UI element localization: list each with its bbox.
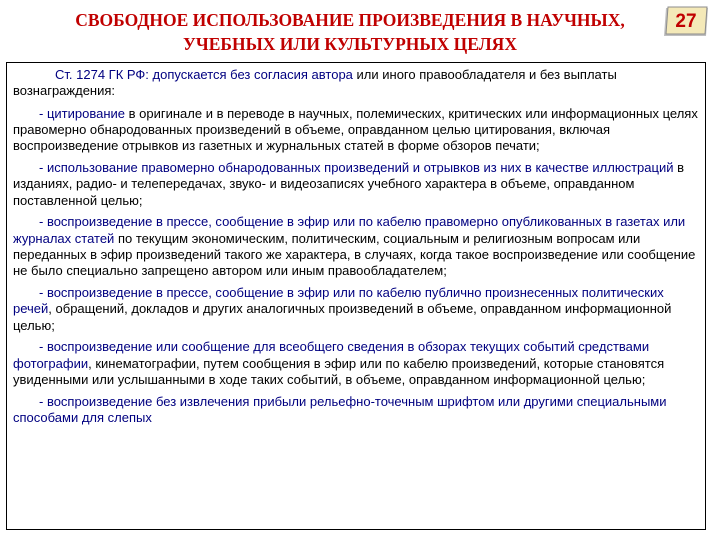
list-item	[13, 285, 699, 334]
list-item-highlight: - воспроизведение без извлечения прибыли рельефно-точечным шрифтом или другими специальными способами для слепых	[13, 393, 667, 426]
list-item-highlight: - воспроизведение в прессе, сообщение в эфир или по кабелю публично произнесенных политических речей	[13, 285, 664, 317]
list-item	[13, 214, 699, 279]
slide-title	[40, 8, 660, 56]
list-item-text: в изданиях, радио- и телепередачах, звуко- и видеозаписях учебного характера в объеме, оправданном поставленной целью;	[13, 159, 685, 208]
intro-rest: или иного правообладателя и без выплаты вознаграждения:	[13, 67, 617, 99]
list-item-text: по текущим экономическим, политическим, социальным и религиозным вопросам или переданных в эфир произведений такого же характера, в случаях, когда такое воспроизведение или сообщение не было специально запрещено автором или иным правообладателем;	[13, 230, 696, 279]
list-item	[13, 160, 699, 209]
intro-highlight: Ст. 1274 ГК РФ: допускается без согласия автора	[55, 67, 353, 82]
list-item	[13, 394, 699, 427]
list-item-highlight: - воспроизведение или сообщение для всеобщего сведения в обзорах текущих событий средствами фотографии	[13, 339, 650, 371]
list-item-text: , кинематографии, путем сообщения в эфир или по кабелю произведений, которые становятся увиденными или услышанными в ходе таких событий, в объеме, оправданном информационной целью;	[13, 355, 665, 388]
list-item-text: в оригинале и в переводе в научных, полемических, критических или информационных целях правомерно обнародованных произведений в объеме, оправданном целью цитирования, включая воспроизведение отрывков из газетных и журнальных статей в форме обзоров печати;	[13, 105, 698, 154]
list-item-highlight: - цитирование	[39, 105, 125, 121]
intro-paragraph	[13, 67, 699, 100]
list-item-highlight: - использование правомерно обнародованных произведений и отрывков из них в качестве иллюстраций	[39, 159, 674, 175]
list-item	[13, 339, 699, 388]
list-item-highlight: - воспроизведение в прессе, сообщение в эфир или по кабелю правомерно опубликованных в газетах или журналах статей	[13, 214, 686, 246]
page-number: 27	[675, 11, 697, 32]
title-line-2: УЧЕБНЫХ ИЛИ КУЛЬТУРНЫХ ЦЕЛЯХ	[183, 34, 517, 54]
list-item	[13, 106, 699, 155]
title-line-1: СВОБОДНОЕ ИСПОЛЬЗОВАНИЕ ПРОИЗВЕДЕНИЯ В НАУЧНЫХ,	[75, 10, 625, 30]
list-item-text: , обращений, докладов и других аналогичных произведений в объеме, оправданном информационной целью;	[13, 301, 672, 333]
article-text-box	[6, 62, 706, 530]
page-number-badge	[663, 6, 709, 38]
